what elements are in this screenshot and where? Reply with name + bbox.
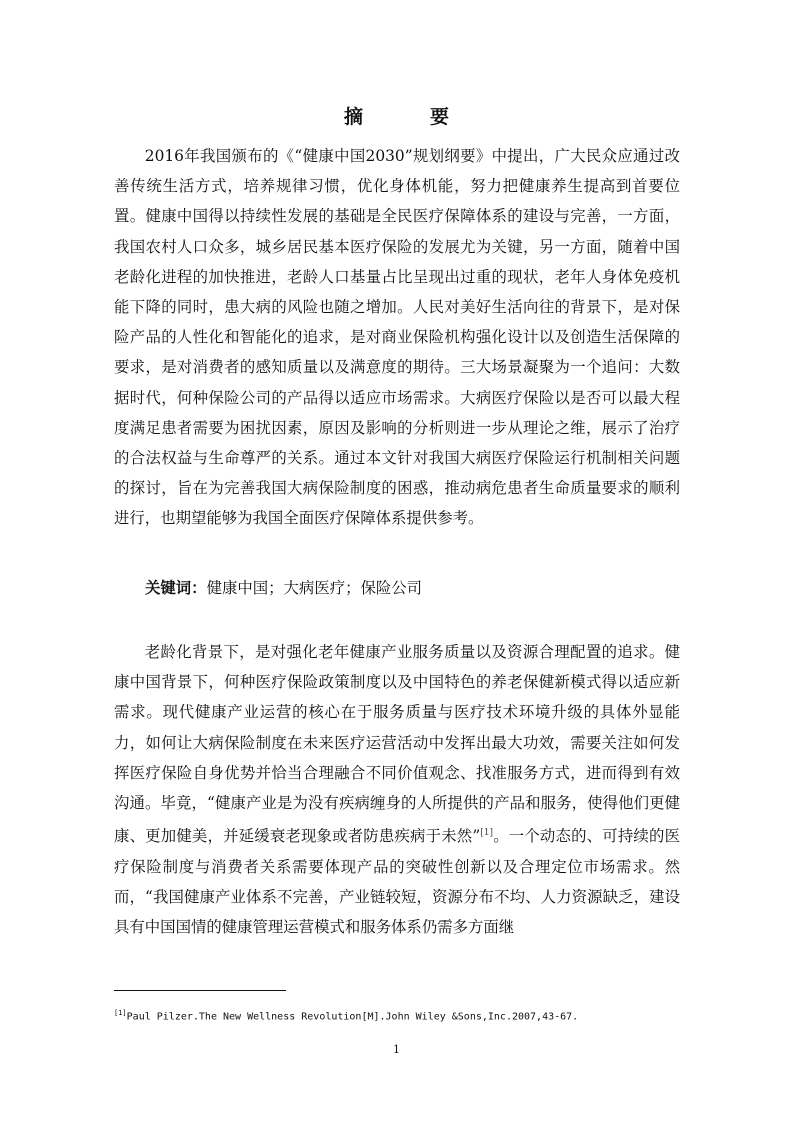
keywords-line bbox=[145, 576, 422, 598]
body-paragraph bbox=[114, 637, 680, 942]
abstract-paragraph: 2016年我国颁布的《“健康中国2030”规划纲要》中提出，广大民众应通过改善传统生活方式，培养规律习惯，优化身体机能，努力把健康养生提高到首要位置。健康中国得以持续性发展的基础是全民医疗保障体系的建设与完善，一方面，我国农村人口众多，城乡居民基本医疗保险的发展尤为关键，另一方面，随着中国老龄化进程的加快推进，老龄人口基量占比呈现出过重的现状，老年人身体免疫机能下降的同时，患大病的风险也随之增加。人民对美好生活向往的背景下，是对保险产品的人性化和智能化的追求，是对商业保险机构强化设计以及创造生活保障的要求，是对消费者的感知质量以及满意度的期待。三大场景凝聚为一个追问：大数据时代，何种保险公司的产品得以适应市场需求。大病医疗保险以是否可以最大程度满足患者需要为困扰因素，原因及影响的分析则进一步从理论之维，展示了治疗的合法权益与生命尊严的关系。通过本文针对我国大病医疗保险运行机制相关问题的探讨，旨在为完善我国大病保险制度的困惑，推动病危患者生命质量要求的顺利进行，也期望能够为我国全面医疗保障体系提供参考。 bbox=[114, 147, 680, 528]
footnote-divider bbox=[114, 990, 286, 991]
body-text-part2: 。一个动态的、可持续的医疗保险制度与消费者关系需要体现产品的突破性创新以及合理定位市场需求。然而，“我国健康产业体系不完善，产业链较短，资源分布不均、人力资源缺乏，建设具有中国国情的健康管理运营模式和服务体系仍需多方面继 bbox=[114, 827, 680, 936]
keywords-value: 健康中国；大病医疗；保险公司 bbox=[206, 579, 423, 597]
page-title: 摘 要 bbox=[343, 106, 473, 128]
footnote-reference[interactable]: [1] bbox=[480, 828, 493, 839]
footnote-text: Paul Pilzer.The New Wellness Revolution[M].John Wiley &Sons,Inc.2007,43-67. bbox=[126, 1011, 579, 1023]
keywords-label: 关键词： bbox=[145, 579, 207, 597]
footnote-marker: [1] bbox=[114, 1009, 127, 1017]
page-number: 1 bbox=[393, 1043, 400, 1056]
body-text-part1: 老龄化背景下，是对强化老年健康产业服务质量以及资源合理配置的追求。健康中国背景下，何种医疗保险政策制度以及中国特色的养老保健新模式得以适应新需求。现代健康产业运营的核心在于服务质量与医疗技术环境升级的具体外显能力，如何让大病保险制度在未来医疗运营活动中发挥出最大功效，需要关注如何发挥医疗保险自身优势并恰当合理融合不同价值观念、找准服务方式，进而得到有效沟通。毕竟，“健康产业是为没有疾病缠身的人所提供的产品和服务，使得他们更健康、更加健美，并延缓衰老现象或者防患疾病于未然” bbox=[114, 643, 680, 846]
footnote bbox=[114, 1009, 578, 1022]
